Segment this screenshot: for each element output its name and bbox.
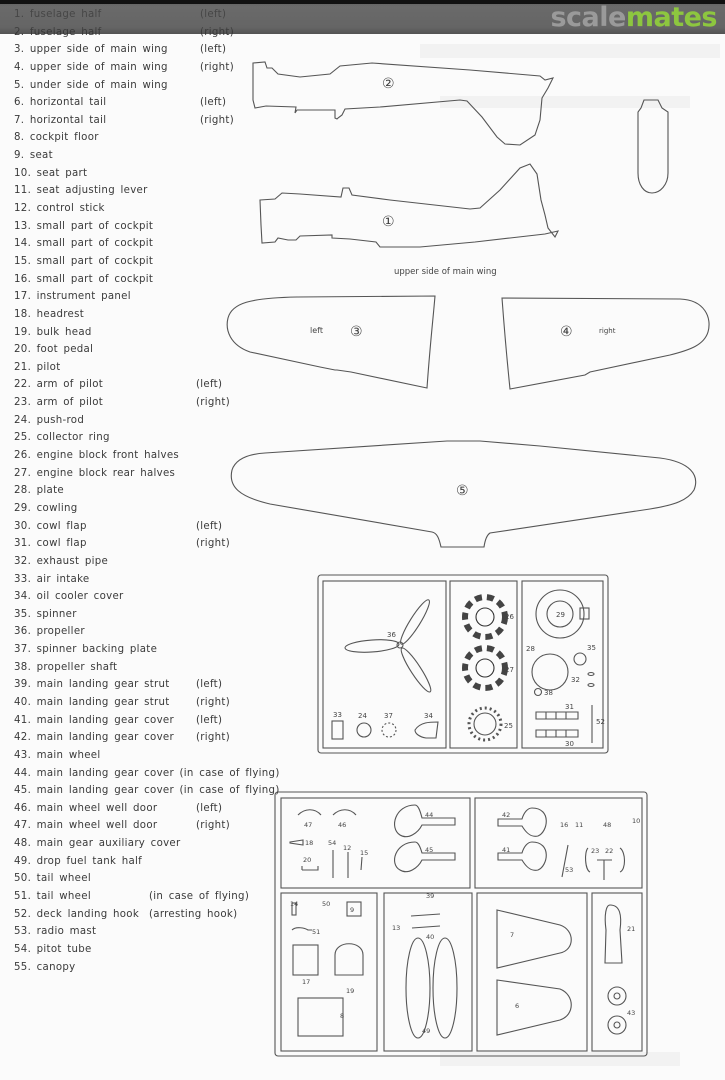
part-number: 36. (14, 626, 32, 638)
propeller-part (345, 597, 435, 694)
part-name: small part of cockpit (36, 220, 154, 232)
part-name: engine block rear halves (36, 467, 176, 479)
part-name: main landing gear cover (in case of flying) (36, 785, 280, 797)
parts-list-item (14, 59, 274, 77)
label-7: 7 (510, 931, 515, 939)
parts-list-item (14, 817, 274, 835)
part-number: 43. (14, 749, 32, 761)
arm-23-part (586, 848, 590, 872)
label-38: 38 (544, 689, 553, 697)
parts-list-item (14, 94, 274, 112)
part-name: push-rod (36, 414, 85, 426)
part-number: 10. (14, 167, 32, 179)
parts-list-item (14, 147, 274, 165)
label-27: 27 (505, 666, 514, 674)
label-50: 50 (322, 900, 331, 908)
label-24: 24 (358, 712, 367, 720)
wing-right-side-label: right (599, 327, 616, 335)
sprue-a (318, 575, 608, 753)
label-40: 40 (426, 933, 435, 941)
part-number: 48. (14, 838, 32, 850)
label-21: 21 (627, 925, 636, 933)
part-name: bulk head (36, 326, 92, 338)
parts-list-item (14, 835, 274, 853)
label-12: 12 (343, 844, 352, 852)
parts-list-item (14, 165, 274, 183)
part-number: 29. (14, 502, 32, 514)
label-53: 53 (565, 866, 574, 874)
part-number: 35. (14, 608, 32, 620)
part-number: 37. (14, 644, 32, 656)
label-39: 39 (426, 892, 435, 900)
part-name: main wheel well door (36, 802, 158, 814)
cockpit-floor-part (298, 998, 343, 1036)
label-23: 23 (591, 847, 600, 855)
plate-part (532, 654, 568, 690)
backing-plate-part (382, 723, 396, 737)
parts-list-item (14, 888, 274, 906)
parts-list-item (14, 271, 274, 289)
label-18: 18 (305, 839, 314, 847)
parts-list-item (14, 129, 274, 147)
part-name: horizontal tail (29, 97, 107, 109)
part-name: canopy (36, 961, 76, 973)
parts-list-item (14, 112, 274, 130)
parts-list-item (14, 588, 274, 606)
part-number: 49. (14, 855, 32, 867)
part-number: 4. (14, 61, 25, 73)
push-rod-part (357, 723, 371, 737)
fuselage-left-half-outline (260, 164, 558, 247)
wing-left-side-label: left (310, 326, 323, 335)
part-name: main wheel well door (36, 820, 158, 832)
wheel-well-door-left-part (333, 810, 356, 815)
drop-tank-half-b (433, 938, 457, 1038)
part-name: headrest (36, 308, 85, 320)
part-number: 45. (14, 785, 32, 797)
part-number: 3. (14, 44, 25, 56)
arm-22-part (620, 848, 625, 872)
part-number: 13. (14, 220, 32, 232)
label-47: 47 (304, 821, 313, 829)
part-number: 20. (14, 344, 32, 356)
logo-mates-text: mates (625, 2, 717, 33)
part-name: cockpit floor (29, 132, 99, 144)
part-number: 41. (14, 714, 32, 726)
parts-list-item (14, 359, 274, 377)
parts-list-item (14, 447, 274, 465)
part-number: 33. (14, 573, 32, 585)
parts-list-item (14, 535, 274, 553)
part-name: seat (29, 150, 53, 162)
parts-list-item (14, 729, 274, 747)
part-side-note: (left) (200, 44, 227, 56)
logo-scale-text: scale (550, 2, 626, 33)
parts-list-item (14, 853, 274, 871)
part-number: 8. (14, 132, 25, 144)
part-name: seat part (36, 167, 88, 179)
drop-tank-half-a (406, 938, 430, 1038)
horizontal-tail-6-part (497, 980, 571, 1035)
small-part-outline (638, 100, 668, 193)
part-name: main gear auxiliary cover (36, 838, 181, 850)
pilot-part (605, 905, 622, 963)
gear-cover-44-part (395, 805, 455, 837)
part-number: 24. (14, 414, 32, 426)
label-34: 34 (424, 712, 433, 720)
part-name: engine block front halves (36, 450, 180, 462)
part-side-note: (right) (196, 538, 230, 550)
part-number: 5. (14, 79, 25, 91)
part-name: cowl flap (36, 538, 87, 550)
parts-list-item (14, 77, 274, 95)
parts-list-item (14, 518, 274, 536)
fuselage-right-half-outline (253, 62, 553, 145)
bulkhead-part (335, 944, 363, 975)
part-name: cowling (36, 502, 78, 514)
label-14: 14 (290, 900, 299, 908)
part-name: main landing gear cover (in case of flying) (36, 767, 280, 779)
label-49: 49 (422, 1027, 431, 1035)
main-wheel-a (608, 987, 626, 1005)
parts-list-item (14, 571, 274, 589)
part-side-note: (arresting hook) (149, 908, 238, 920)
part-number: 55. (14, 961, 32, 973)
part-side-note: (right) (200, 61, 234, 73)
label-36: 36 (387, 631, 396, 639)
part-name: propeller (36, 626, 85, 638)
label-35: 35 (587, 644, 596, 652)
parts-list-item (14, 235, 274, 253)
part-number: 30. (14, 520, 32, 532)
label-46: 46 (338, 821, 347, 829)
parts-list-item (14, 412, 274, 430)
label-31: 31 (565, 703, 574, 711)
small-rods (333, 850, 362, 878)
upper-wing-right-outline (502, 298, 709, 389)
parts-list-item (14, 465, 274, 483)
part-number: 51. (14, 891, 32, 903)
label-10: 10 (632, 817, 641, 825)
part-side-note: (right) (196, 696, 230, 708)
part-5-label: ⑤ (456, 483, 469, 499)
parts-list-item (14, 659, 274, 677)
part-name: radio mast (36, 926, 97, 938)
part-name: small part of cockpit (36, 238, 154, 250)
part-name: cowl flap (36, 520, 87, 532)
part-name: tail wheel (36, 873, 91, 885)
parts-list-item (14, 923, 274, 941)
parts-list-item (14, 394, 274, 412)
part-number: 34. (14, 591, 32, 603)
part-name: upper side of main wing (29, 44, 168, 56)
part-name: deck landing hook (36, 908, 140, 920)
parts-list-item (14, 941, 274, 959)
scalemates-logo[interactable] (550, 2, 717, 33)
part-side-note: (left) (196, 520, 223, 532)
parts-list-item (14, 906, 274, 924)
label-25: 25 (504, 722, 513, 730)
parts-list (14, 6, 280, 976)
part-side-note: (right) (200, 114, 234, 126)
label-41: 41 (502, 846, 511, 854)
parts-list-item (14, 341, 274, 359)
part-name: upper side of main wing (29, 61, 168, 73)
part-number: 50. (14, 873, 32, 885)
part-number: 32. (14, 555, 32, 567)
part-name: pitot tube (36, 943, 92, 955)
parts-list-item (14, 641, 274, 659)
part-name: small part of cockpit (36, 255, 154, 267)
parts-list-item (14, 324, 274, 342)
parts-list-item (14, 747, 274, 765)
part-number: 21. (14, 361, 32, 373)
label-6: 6 (515, 1002, 520, 1010)
label-16: 16 (560, 821, 569, 829)
label-42: 42 (502, 811, 511, 819)
parts-list-item (14, 482, 274, 500)
parts-list-item (14, 800, 274, 818)
part-name: main wheel (36, 749, 101, 761)
label-32: 32 (571, 676, 580, 684)
label-30: 30 (565, 740, 574, 748)
part-number: 44. (14, 767, 32, 779)
parts-list-item (14, 782, 280, 800)
part-side-note: (left) (196, 379, 223, 391)
part-name: plate (36, 485, 64, 497)
label-45: 45 (425, 846, 434, 854)
label-11: 11 (575, 821, 584, 829)
label-22: 22 (605, 847, 614, 855)
part-name: tail wheel (36, 891, 91, 903)
horizontal-tail-7-part (497, 910, 571, 968)
foot-pedal-part (302, 866, 318, 870)
label-15: 15 (360, 849, 369, 857)
label-9: 9 (350, 906, 355, 914)
part-name: spinner (36, 608, 77, 620)
parts-list-item (14, 606, 274, 624)
part-name: exhaust pipe (36, 555, 109, 567)
part-name: control stick (36, 203, 105, 215)
part-name: horizontal tail (29, 114, 107, 126)
label-51: 51 (312, 928, 321, 936)
label-20: 20 (303, 856, 312, 864)
stick-part (597, 860, 612, 880)
parts-list-item (14, 623, 274, 641)
engine-rear-part (465, 648, 505, 688)
parts-list-item (14, 182, 274, 200)
part-number: 14. (14, 238, 32, 250)
label-19: 19 (346, 987, 355, 995)
part-number: 16. (14, 273, 32, 285)
sprue-b (275, 792, 647, 1056)
label-28: 28 (526, 645, 535, 653)
part-number: 47. (14, 820, 32, 832)
instrument-panel-part (293, 945, 318, 975)
parts-list-item (14, 200, 274, 218)
lower-wing-outline (231, 441, 695, 547)
part-name: main landing gear strut (36, 696, 170, 708)
label-48: 48 (603, 821, 612, 829)
part-name: small part of cockpit (36, 273, 154, 285)
collector-ring-part (469, 708, 501, 740)
part-number: 53. (14, 926, 32, 938)
cowl-flap-left-part (536, 730, 578, 737)
parts-list-item (14, 253, 274, 271)
part-side-note: (right) (196, 397, 230, 409)
tail-wheel-51-part (292, 928, 312, 930)
label-43: 43 (627, 1009, 636, 1017)
label-29: 29 (556, 611, 565, 619)
oil-cooler-part (415, 722, 438, 738)
part-number: 39. (14, 679, 32, 691)
air-intake-part (332, 721, 343, 739)
parts-list-item (14, 288, 274, 306)
part-side-note: (left) (196, 714, 223, 726)
part-name: drop fuel tank half (36, 855, 143, 867)
label-26: 26 (505, 613, 514, 621)
label-8: 8 (340, 1012, 345, 1020)
parts-list-item (14, 500, 274, 518)
part-number: 52. (14, 908, 32, 920)
parts-list-item (14, 41, 274, 59)
label-13: 13 (392, 924, 401, 932)
parts-list-item (14, 676, 274, 694)
part-number: 12. (14, 203, 32, 215)
label-52: 52 (596, 718, 605, 726)
parts-list-item (14, 765, 280, 783)
part-number: 54. (14, 943, 32, 955)
main-wheel-b (608, 1016, 626, 1034)
wing-caption: upper side of main wing (394, 267, 497, 277)
label-17: 17 (302, 978, 311, 986)
part-4-label: ④ (560, 324, 573, 340)
part-number: 7. (14, 114, 25, 126)
part-number: 11. (14, 185, 32, 197)
part-number: 15. (14, 255, 32, 267)
part-name: under side of main wing (29, 79, 168, 91)
part-number: 31. (14, 538, 32, 550)
parts-list-item (14, 376, 274, 394)
part-number: 22. (14, 379, 32, 391)
label-54: 54 (328, 839, 337, 847)
label-33: 33 (333, 711, 342, 719)
part-name: main landing gear cover (36, 732, 174, 744)
part-number: 38. (14, 661, 32, 673)
part-number: 25. (14, 432, 32, 444)
part-number: 42. (14, 732, 32, 744)
strut-parts (411, 914, 440, 928)
parts-list-item (14, 553, 274, 571)
part-side-note: (right) (196, 732, 230, 744)
part-name: spinner backing plate (36, 644, 158, 656)
part-side-note: (left) (200, 97, 227, 109)
engine-front-part (465, 597, 505, 637)
part-number: 17. (14, 291, 32, 303)
part-name: collector ring (36, 432, 110, 444)
part-number: 46. (14, 802, 32, 814)
part-name: arm of pilot (36, 397, 104, 409)
part-number: 19. (14, 326, 32, 338)
part-name: arm of pilot (36, 379, 104, 391)
wheel-well-door-right-part (298, 810, 321, 815)
part-name: main landing gear strut (36, 679, 170, 691)
part-side-note: (in case of flying) (149, 891, 250, 903)
part-number: 26. (14, 450, 32, 462)
part-name: pilot (36, 361, 61, 373)
part-name: instrument panel (36, 291, 131, 303)
parts-list-item (14, 306, 274, 324)
part-number: 18. (14, 308, 32, 320)
parts-list-item (14, 429, 274, 447)
part-name: main landing gear cover (36, 714, 174, 726)
part-name: air intake (36, 573, 90, 585)
part-number: 9. (14, 150, 25, 162)
label-44: 44 (425, 811, 434, 819)
part-number: 27. (14, 467, 32, 479)
part-3-label: ③ (350, 324, 363, 340)
part-number: 6. (14, 97, 25, 109)
part-side-note: (right) (196, 820, 230, 832)
parts-list-item (14, 870, 274, 888)
parts-list-item (14, 959, 274, 977)
parts-list-item (14, 694, 274, 712)
part-number: 40. (14, 696, 32, 708)
part-2-label: ② (382, 76, 395, 92)
part-name: propeller shaft (36, 661, 118, 673)
part-number: 23. (14, 397, 32, 409)
part-1-label: ① (382, 214, 395, 230)
label-37: 37 (384, 712, 393, 720)
part-name: seat adjusting lever (36, 185, 148, 197)
headrest-part (290, 840, 303, 845)
part-name: foot pedal (36, 344, 94, 356)
part-number: 28. (14, 485, 32, 497)
cowl-flap-right-part (536, 712, 578, 719)
parts-list-item (14, 218, 274, 236)
part-side-note: (left) (196, 802, 223, 814)
parts-list-item (14, 712, 274, 730)
part-side-note: (left) (196, 679, 223, 691)
part-name: oil cooler cover (36, 591, 124, 603)
